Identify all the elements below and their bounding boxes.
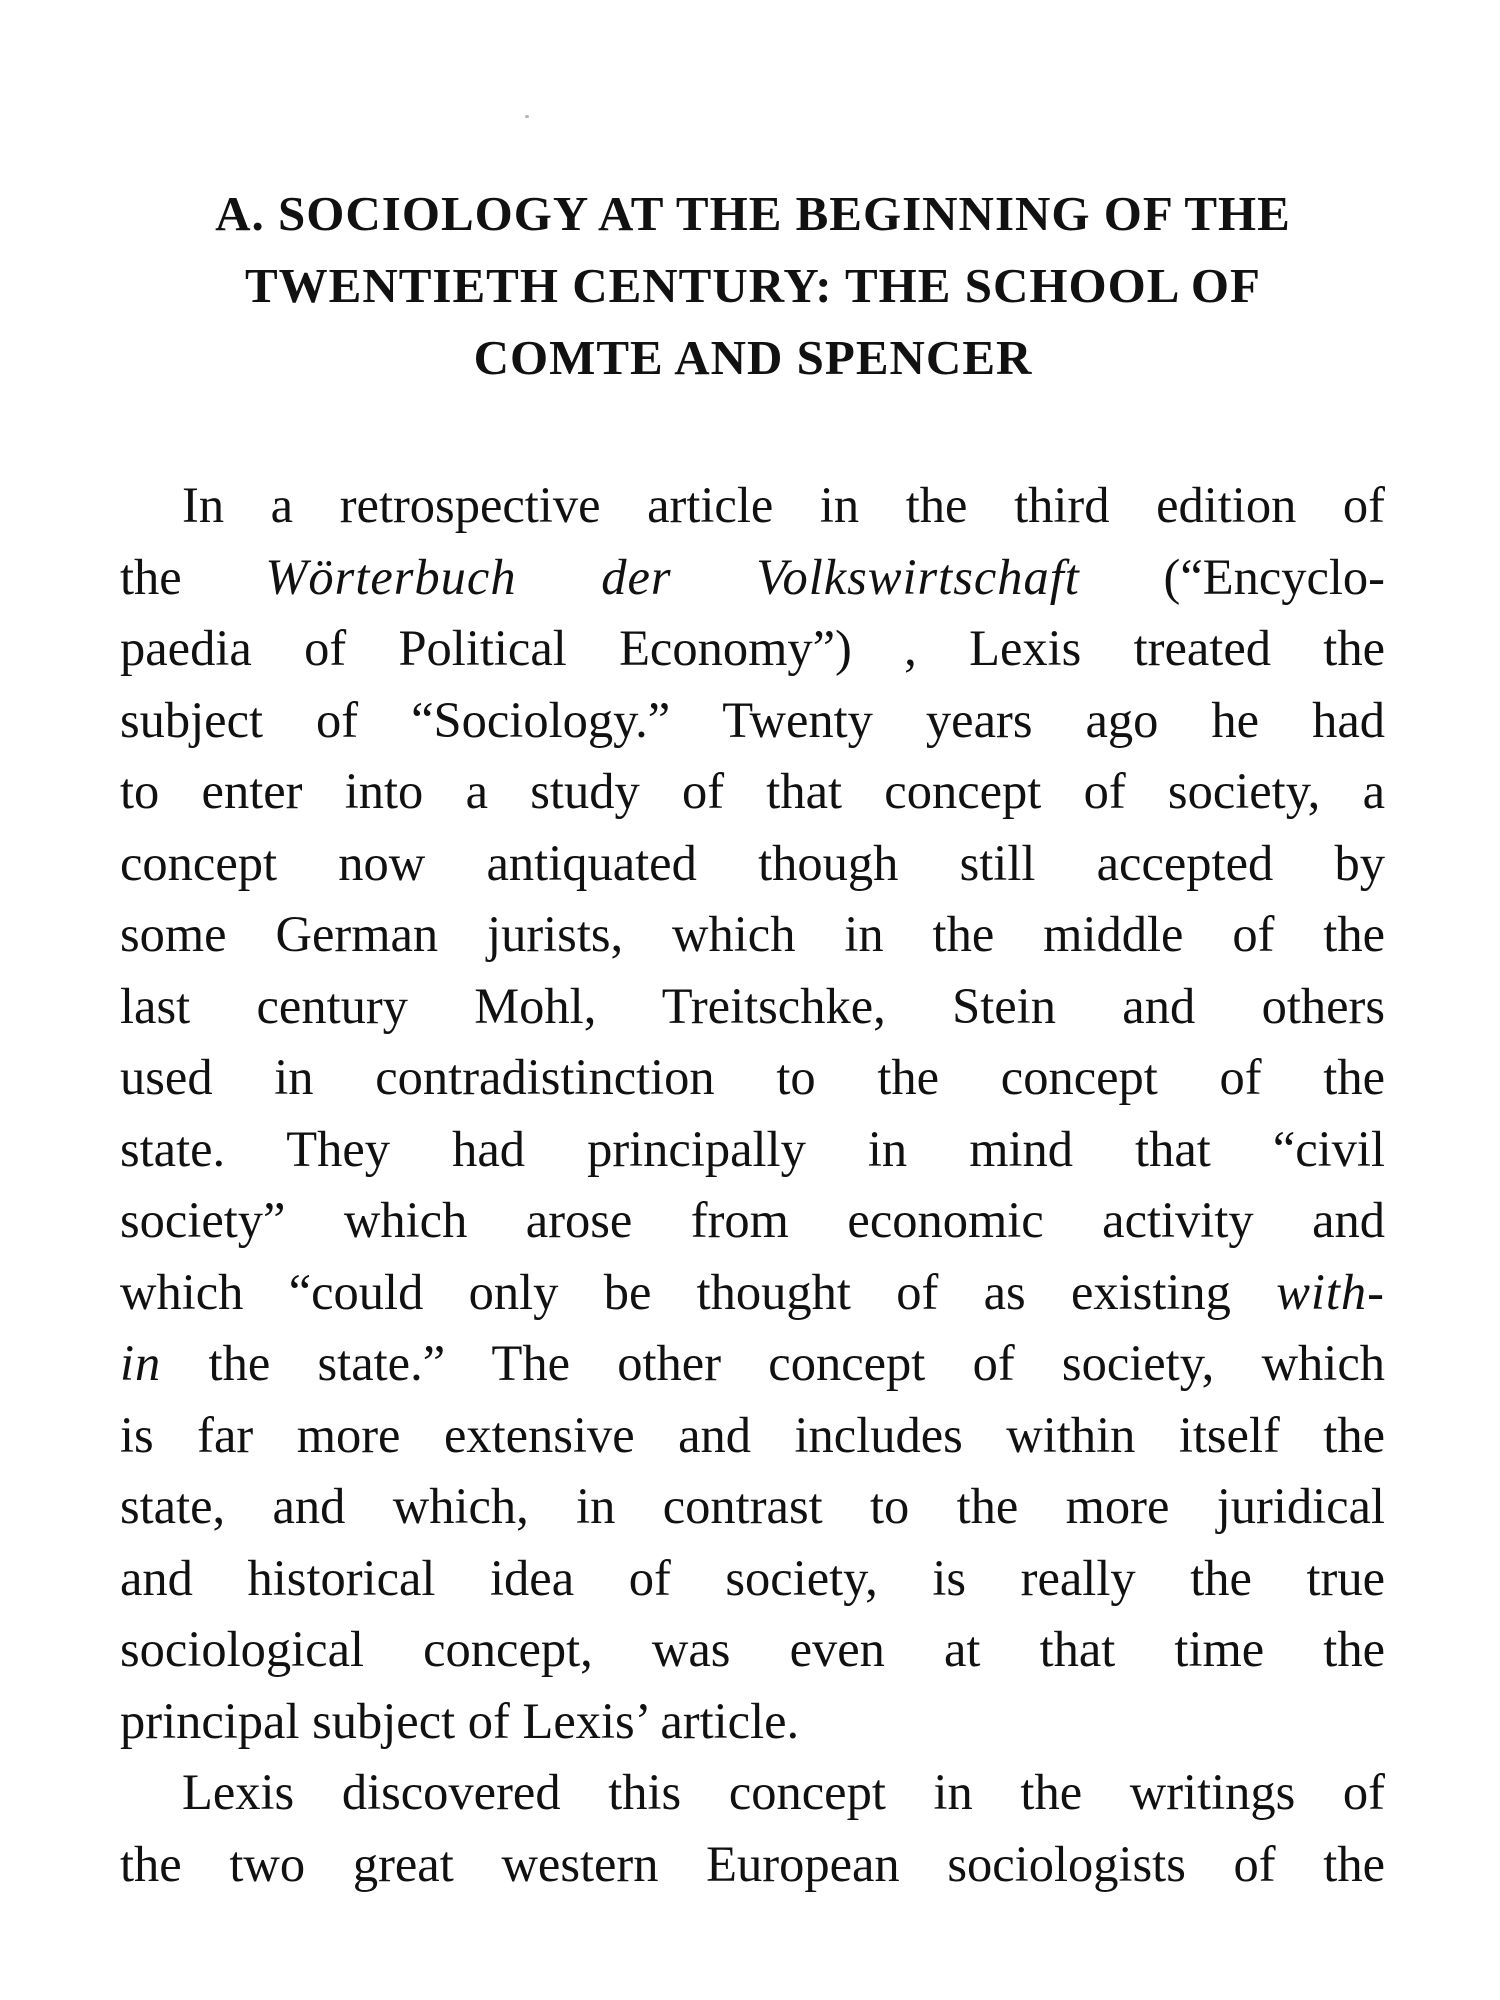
text-line: In a retrospective article in the third edition of (182, 477, 1385, 533)
paragraph-2 (120, 1757, 1385, 1900)
print-speck (525, 115, 529, 118)
text-line: concept now antiquated though still accepted by (120, 834, 1385, 891)
heading-line: COMTE AND SPENCER (473, 330, 1033, 385)
text-line: last century Mohl, Treitschke, Stein and others (120, 977, 1385, 1034)
book-title-italic: Wörterbuch der Volkswirtschaft (265, 548, 1080, 605)
text-line: to enter into a study of that concept of society, a (120, 763, 1385, 819)
section-heading (118, 178, 1388, 394)
text-line: principal subject of Lexis’ article. (120, 1692, 800, 1749)
emphasis-italic: in (120, 1335, 162, 1391)
text-line: paedia of Political Economy”) , Lexis treated the (120, 620, 1385, 676)
paragraph-1 (120, 470, 1385, 1757)
text-run: (“Encyclo- (1079, 548, 1386, 605)
text-run: the state.” The other concept of society, which (161, 1335, 1385, 1391)
text-run: the (120, 548, 266, 605)
text-line (120, 542, 1385, 614)
emphasis-italic: with- (1276, 1263, 1385, 1320)
text-line: the two great western European sociologists of the (120, 1835, 1385, 1892)
text-line (120, 1257, 1385, 1329)
text-line: state, and which, in contrast to the more juridical (120, 1478, 1385, 1534)
text-line: society” which arose from economic activity and (120, 1192, 1385, 1248)
heading-line: TWENTIETH CENTURY: THE SCHOOL OF (245, 258, 1261, 313)
text-line: state. They had principally in mind that “civil (120, 1120, 1385, 1177)
text-line: Lexis discovered this concept in the writings of (182, 1764, 1385, 1820)
text-run: which “could only be thought of as existing (120, 1263, 1277, 1320)
text-line: and historical idea of society, is really the true (120, 1549, 1385, 1606)
text-line (120, 1328, 1385, 1400)
text-line: is far more extensive and includes within itself the (120, 1406, 1385, 1463)
text-line: some German jurists, which in the middle of the (120, 906, 1385, 962)
body-text (120, 470, 1385, 1900)
text-line: sociological concept, was even at that time the (120, 1621, 1385, 1677)
heading-line: A. SOCIOLOGY AT THE BEGINNING OF THE (215, 186, 1291, 241)
text-line: subject of “Sociology.” Twenty years ago he had (120, 691, 1385, 748)
text-line: used in contradistinction to the concept of the (120, 1049, 1385, 1105)
